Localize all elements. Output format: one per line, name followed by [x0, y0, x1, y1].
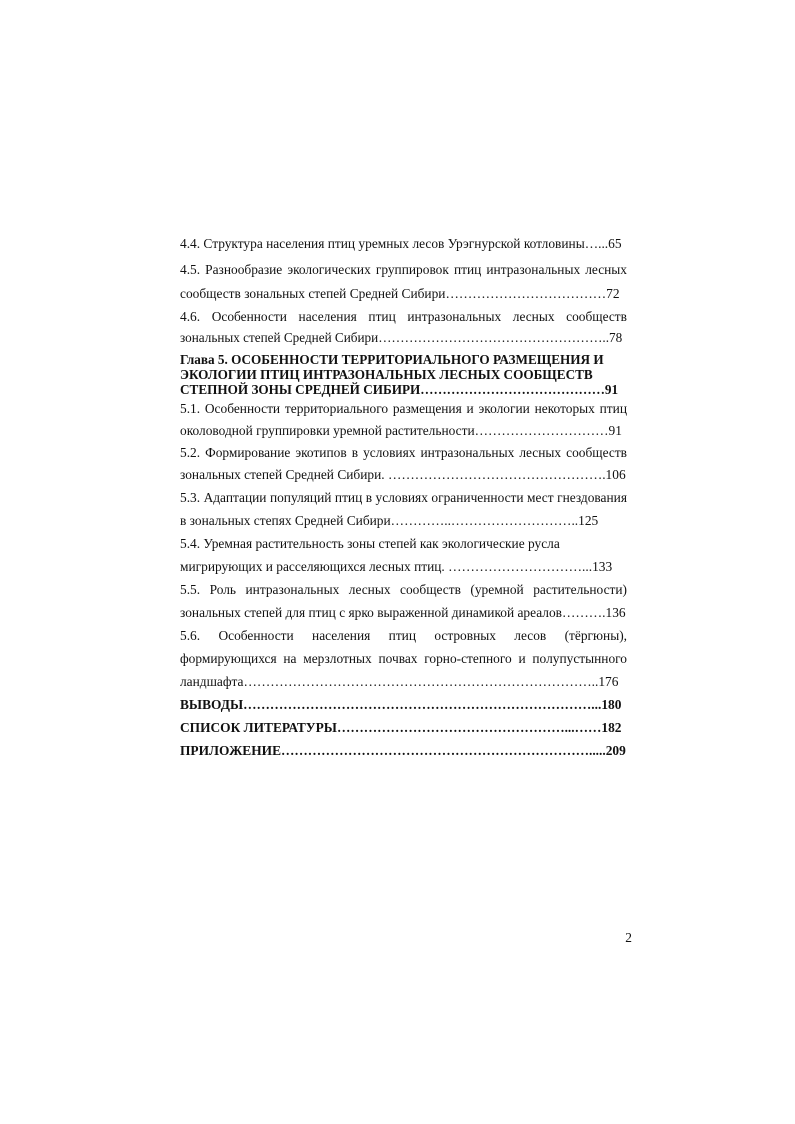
toc-entry-4-6-cont: зональных степей Средней Сибири……………………………………………..78: [180, 330, 623, 345]
toc-chapter-5-heading: Глава 5. ОСОБЕННОСТИ ТЕРРИТОРИАЛЬНОГО РАЗМЕЩЕНИЯ И: [180, 352, 604, 367]
toc-entry-5-5: 5.5. Роль интразональных лесных сообществ (уремной растительности): [180, 582, 627, 597]
toc-entry-5-3: 5.3. Адаптации популяций птиц в условиях ограниченности мест гнездования: [180, 490, 627, 505]
toc-entry-5-6: 5.6. Особенности населения птиц островных лесов (тёргюны),: [180, 628, 627, 643]
toc-entry-5-4: 5.4. Уремная растительность зоны степей как экологические русла: [180, 536, 560, 551]
toc-entry-4-5: 4.5. Разнообразие экологических группировок птиц интразональных лесных: [180, 262, 627, 277]
toc-entry-references: СПИСОК ЛИТЕРАТУРЫ……………………………………………...……182: [180, 720, 622, 735]
page-number: 2: [625, 930, 632, 945]
toc-entry-5-2: 5.2. Формирование экотипов в условиях интразональных лесных сообществ: [180, 445, 627, 460]
toc-entry-5-5-cont: зональных степей для птиц с ярко выраженной динамикой ареалов……….136: [180, 605, 626, 620]
toc-entry-5-1-cont: околоводной группировки уремной растительности…………………………91: [180, 423, 622, 438]
toc-entry-appendix: ПРИЛОЖЕНИЕ…………………………………………………………….....209: [180, 743, 626, 758]
toc-chapter-5-heading-line-3: СТЕПНОЙ ЗОНЫ СРЕДНЕЙ СИБИРИ……………………………………91: [180, 382, 619, 397]
toc-entry-5-3-cont: в зональных степях Средней Сибири…………..………………………..125: [180, 513, 599, 528]
toc-entry-conclusions: ВЫВОДЫ……………………………………………………………………...180: [180, 697, 622, 712]
toc-entry-5-4-cont: мигрирующих и расселяющихся лесных птиц. …………………………...133: [180, 559, 613, 574]
toc-entry-5-2-cont: зональных степей Средней Сибири. ………………………………………….106: [180, 467, 626, 482]
toc-entry-4-6: 4.6. Особенности населения птиц интразональных лесных сообществ: [180, 309, 627, 324]
toc-entry-5-6-cont: формирующихся на мерзлотных почвах горно-степного и полупустынного: [180, 651, 627, 666]
toc-entry-5-1: 5.1. Особенности территориального размещения и экологии некоторых птиц: [180, 401, 627, 416]
toc-entry-4-5-cont: сообществ зональных степей Средней Сибири………………………………72: [180, 286, 620, 301]
toc-entry-4-4: 4.4. Структура населения птиц уремных лесов Урэгнурской котловины…...65: [180, 236, 622, 251]
toc-entry-5-6-cont-2: ландшафта……………………………………………………………………..176: [180, 674, 619, 689]
toc-chapter-5-heading-line-2: ЭКОЛОГИИ ПТИЦ ИНТРАЗОНАЛЬНЫХ ЛЕСНЫХ СООБЩЕСТВ: [180, 367, 593, 382]
